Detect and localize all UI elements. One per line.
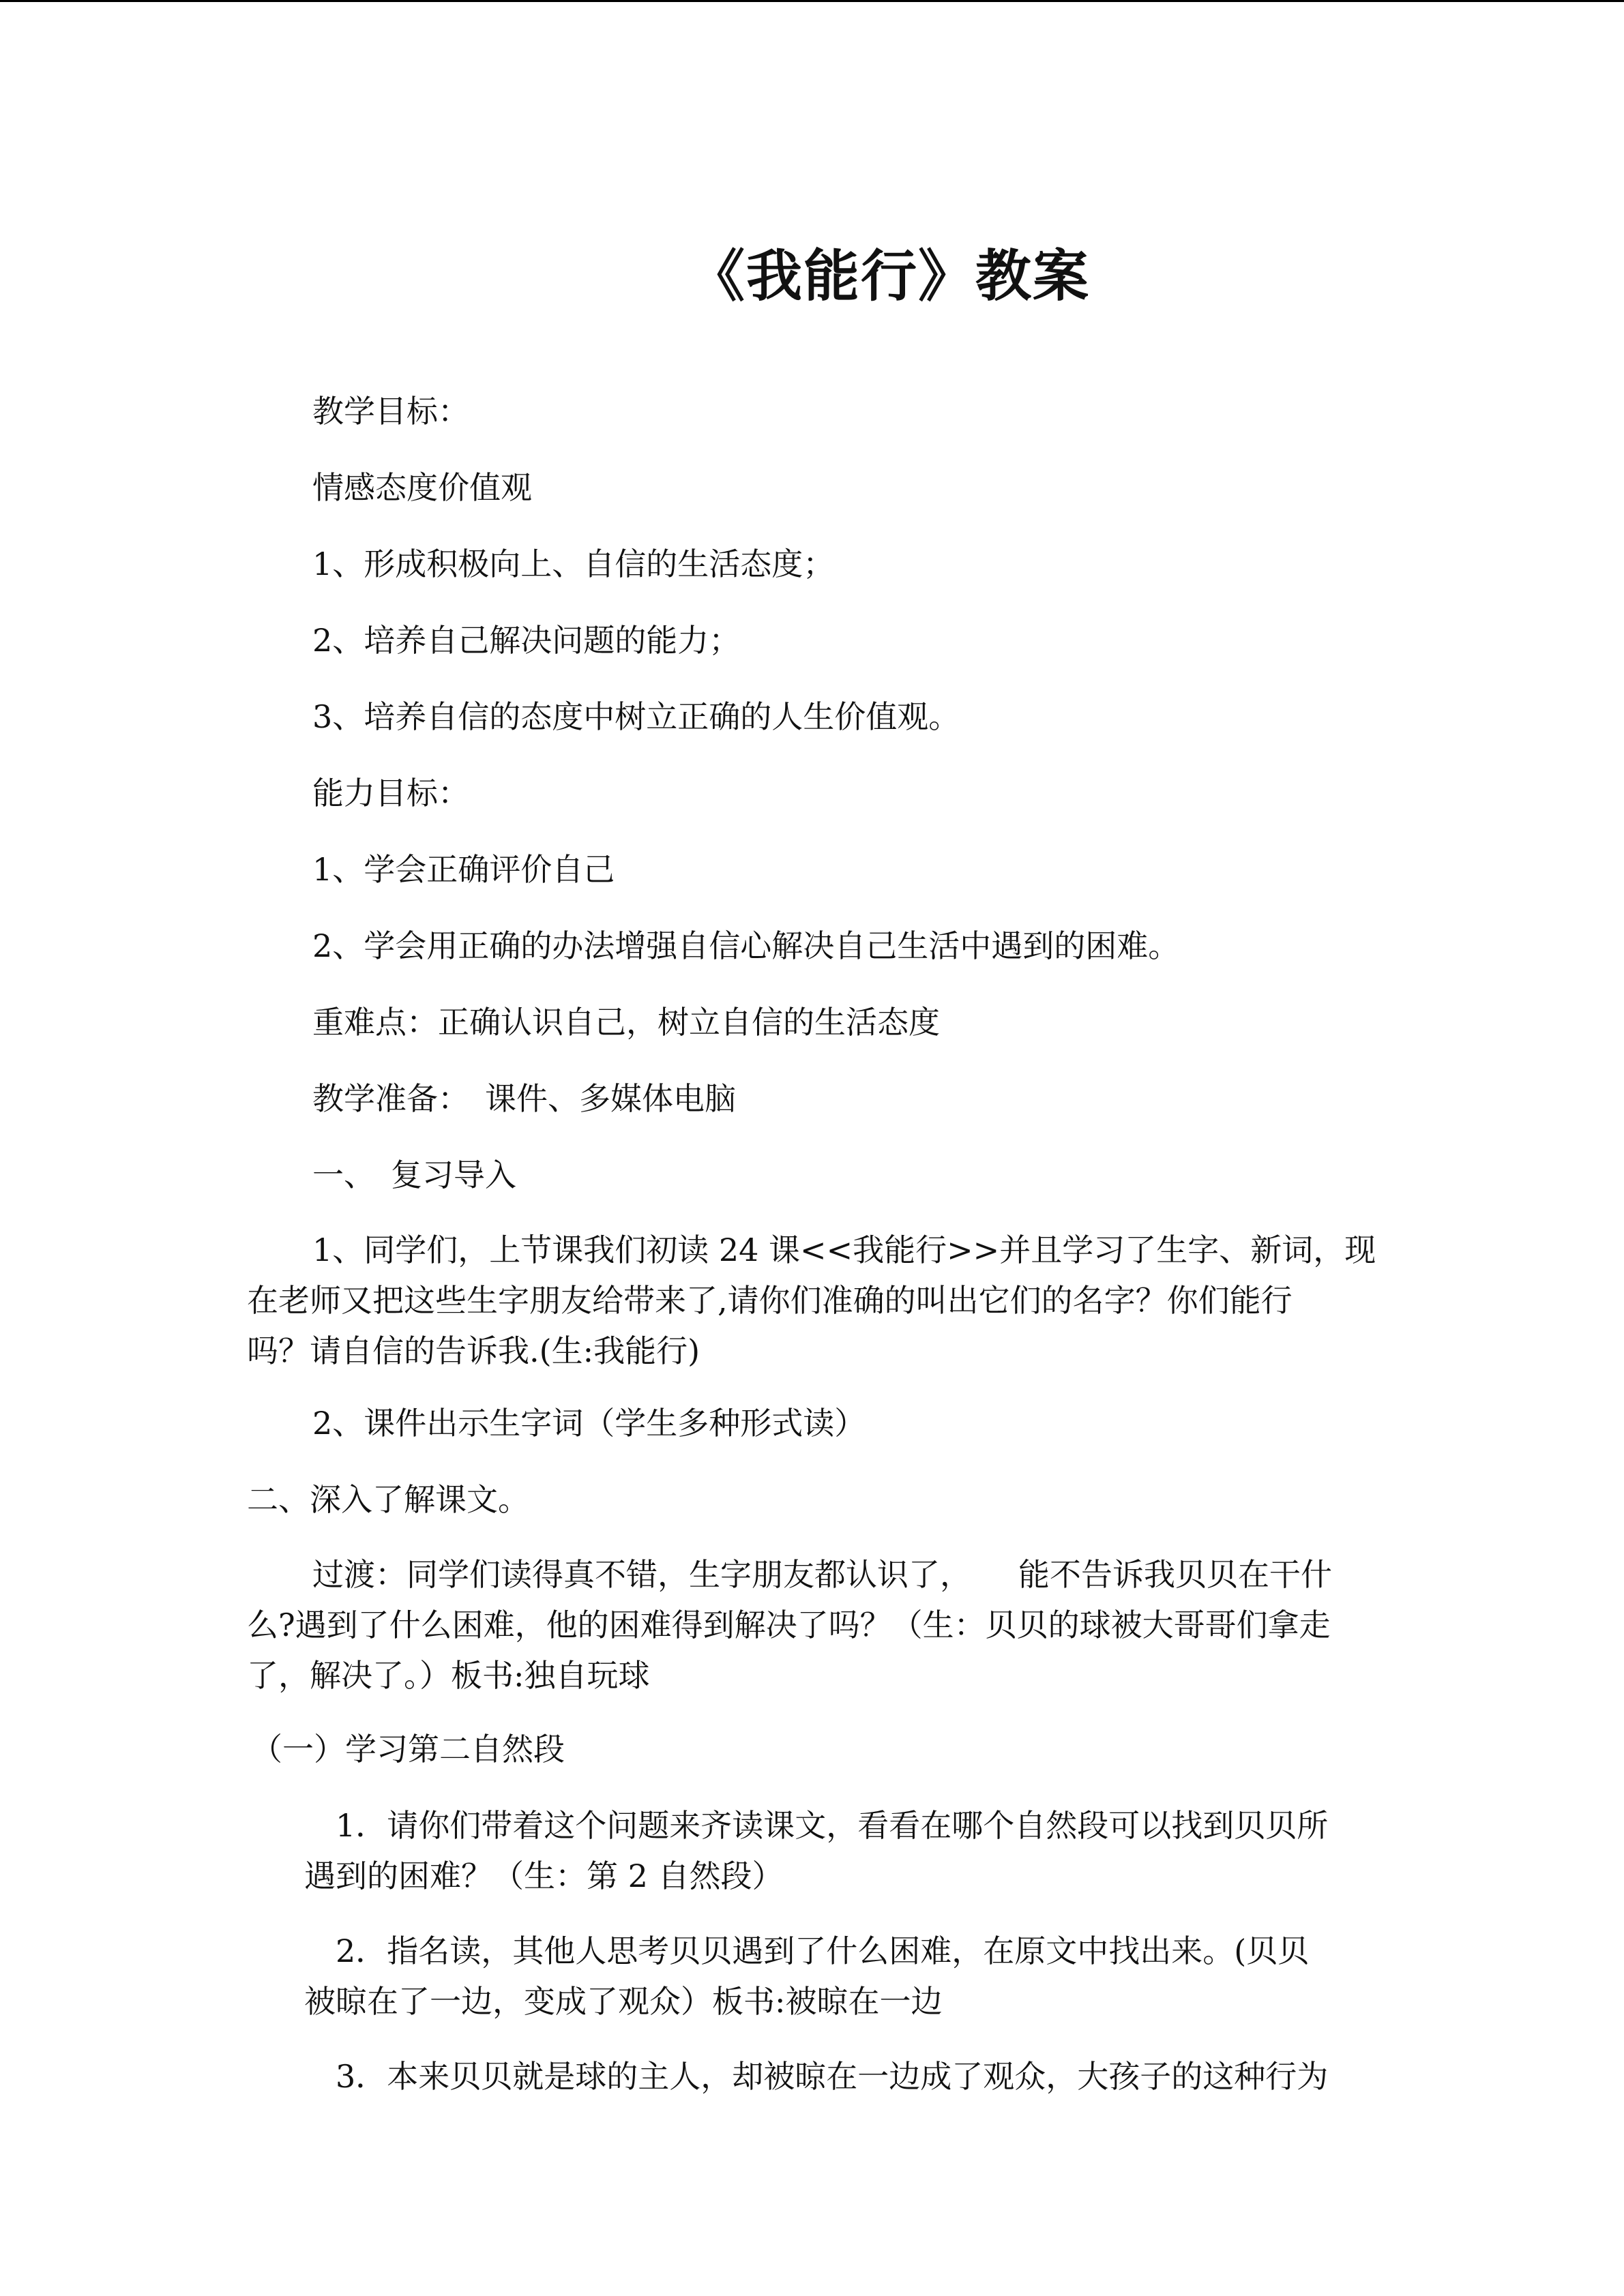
text-line: 情感态度价值观 [312, 469, 532, 506]
text-line: 过渡：同学们读得真不错，生字朋友都认识了， 能不告诉我贝贝在干什 [312, 1556, 1332, 1593]
text-line: 3．本来贝贝就是球的主人，却被晾在一边成了观众，大孩子的这种行为 [336, 2058, 1329, 2095]
text-line: 一、 复习导入 [312, 1157, 516, 1193]
text-line: 2．指名读，其他人思考贝贝遇到了什么困难，在原文中找出来。(贝贝 [336, 1933, 1310, 1969]
text-line: 教学准备： 课件、多媒体电脑 [312, 1080, 736, 1117]
text-line: 在老师又把这些生字朋友给带来了,请你们准确的叫出它们的名字？你们能行 [247, 1282, 1293, 1319]
text-line: 遇到的困难？（生：第 2 自然段） [304, 1858, 784, 1894]
text-line: 2、课件出示生字词（学生多种形式读） [312, 1405, 866, 1442]
text-line: 1、形成积极向上、自信的生活态度； [312, 546, 835, 582]
text-line: 1、学会正确评价自己 [312, 851, 615, 888]
document-title: 《我能行》教案 [689, 243, 1091, 309]
text-line: 1．请你们带着这个问题来齐读课文，看看在哪个自然段可以找到贝贝所 [336, 1807, 1329, 1844]
text-line: 重难点：正确认识自己，树立自信的生活态度 [312, 1004, 940, 1041]
text-line: （一）学习第二自然段 [251, 1731, 565, 1768]
text-line: 被晾在了一边，变成了观众）板书:被晾在一边 [304, 1983, 943, 2020]
text-line: 吗？请自信的告诉我.(生:我能行) [247, 1332, 700, 1369]
text-line: 2、学会用正确的办法增强自信心解决自己生活中遇到的困难。 [312, 927, 1180, 964]
text-line: 教学目标： [312, 393, 469, 430]
text-line: 3、培养自信的态度中树立正确的人生价值观。 [312, 698, 960, 735]
text-line: 了，解决了。）板书:独自玩球 [247, 1657, 650, 1694]
text-line: 1、同学们，上节课我们初读 24 课<<我能行>>并且学习了生字、新词，现 [312, 1232, 1376, 1268]
text-line: 二、深入了解课文。 [247, 1481, 529, 1518]
text-line: 2、培养自己解决问题的能力； [312, 622, 741, 659]
text-line: 能力目标： [312, 775, 469, 811]
text-line: 么?遇到了什么困难，他的困难得到解决了吗？（生：贝贝的球被大哥哥们拿走 [247, 1607, 1331, 1643]
